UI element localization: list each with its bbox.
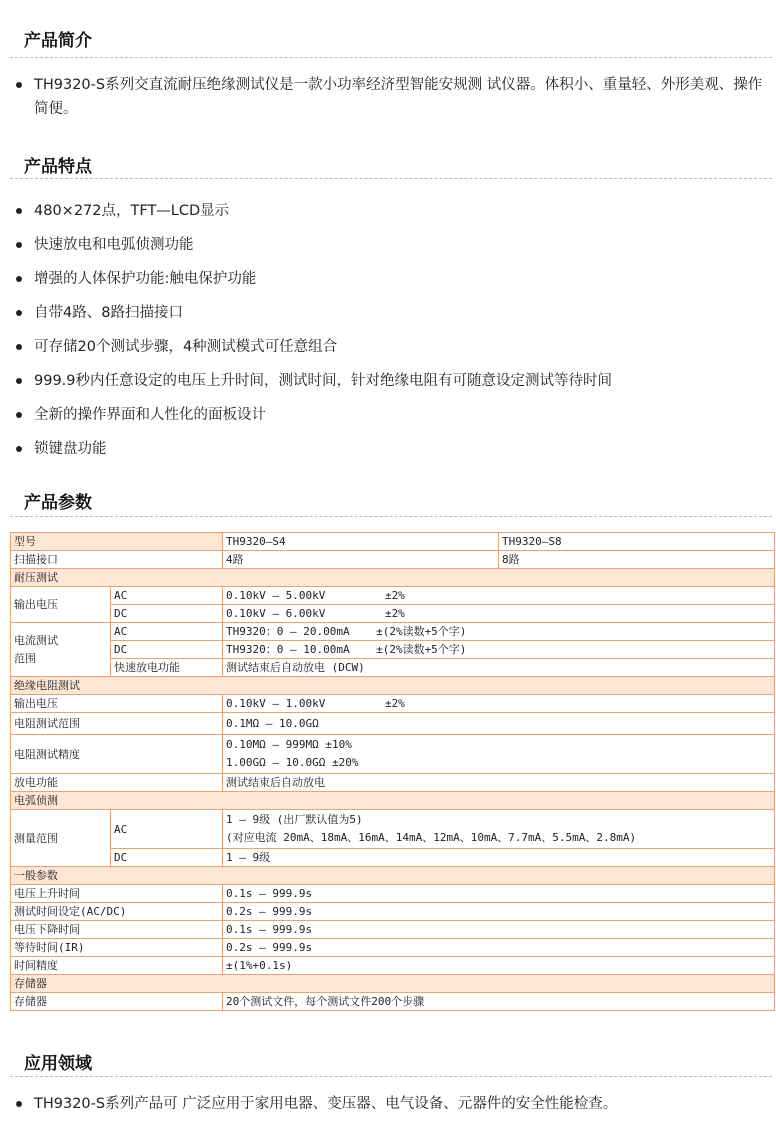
ir-acc-label: 电阻测试精度 — [11, 735, 223, 774]
ac-label: AC — [111, 587, 223, 605]
table-row — [11, 993, 775, 1011]
table-row — [11, 849, 775, 867]
list-item: TH9320-S系列产品可 广泛应用于家用电器、变压器、电气设备、元器件的安全性能检查。 — [0, 1092, 776, 1116]
section-title-intro: 产品简介 — [24, 31, 92, 51]
list-item: 快速放电和电弧侦测功能 — [0, 233, 776, 257]
fast-discharge-value: 测试结束后自动放电 (DCW) — [223, 659, 775, 677]
test-time-label: 测试时间设定(AC/DC) — [11, 903, 223, 921]
storage-value: 20个测试文件，每个测试文件200个步骤 — [223, 993, 775, 1011]
insulation-header: 绝缘电阻测试 — [11, 677, 775, 695]
out-voltage-label: 输出电压 — [11, 587, 111, 623]
ir-acc-line: 0.10MΩ — 999MΩ ±10% — [226, 738, 352, 751]
table-row — [11, 641, 775, 659]
time-acc-label: 时间精度 — [11, 957, 223, 975]
table-row — [11, 957, 775, 975]
section-divider — [10, 178, 772, 179]
ir-out-label: 输出电压 — [11, 695, 223, 713]
table-section-row — [11, 569, 775, 587]
section-divider — [10, 57, 772, 58]
list-item: 自带4路、8路扫描接口 — [0, 301, 776, 325]
table-row — [11, 903, 775, 921]
withstand-header: 耐压测试 — [11, 569, 775, 587]
table-row — [11, 587, 775, 605]
model-s8: TH9320—S8 — [499, 533, 775, 551]
test-time-value: 0.2s — 999.9s — [223, 903, 775, 921]
arc-ac-line: 1 — 9级 (出厂默认值为5) — [226, 813, 363, 826]
arc-dc-value: 1 — 9级 — [223, 849, 775, 867]
list-item: 增强的人体保护功能:触电保护功能 — [0, 267, 776, 291]
section-title-applications: 应用领域 — [24, 1054, 92, 1074]
list-item: 全新的操作界面和人性化的面板设计 — [0, 403, 776, 427]
out-dc-value: 0.10kV — 6.00kV ±2% — [223, 605, 775, 623]
storage-label: 存储器 — [11, 993, 223, 1011]
cur-ac-value: TH9320：0 — 20.00mA ±(2%读数+5个字) — [223, 623, 775, 641]
model-s4: TH9320—S4 — [223, 533, 499, 551]
dc-label: DC — [111, 849, 223, 867]
wait-value: 0.2s — 999.9s — [223, 939, 775, 957]
intro-list — [0, 73, 776, 121]
out-ac-value: 0.10kV — 5.00kV ±2% — [223, 587, 775, 605]
table-row — [11, 605, 775, 623]
general-header: 一般参数 — [11, 867, 775, 885]
applications-list — [0, 1092, 776, 1116]
arc-ac-value — [223, 810, 775, 849]
arc-header: 电弧侦测 — [11, 792, 775, 810]
table-row — [11, 810, 775, 849]
table-row — [11, 533, 775, 551]
table-row — [11, 659, 775, 677]
params-table — [10, 532, 775, 1011]
ac-label: AC — [111, 623, 223, 641]
table-row — [11, 921, 775, 939]
table-row — [11, 885, 775, 903]
storage-header: 存储器 — [11, 975, 775, 993]
ir-range-value: 0.1MΩ — 10.0GΩ — [223, 713, 775, 735]
list-item: 999.9秒内任意设定的电压上升时间，测试时间，针对绝缘电阻有可随意设定测试等待时间 — [0, 369, 776, 393]
fast-discharge-label: 快速放电功能 — [111, 659, 223, 677]
wait-label: 等待时间(IR) — [11, 939, 223, 957]
dc-label: DC — [111, 605, 223, 623]
scan-label: 扫描接口 — [11, 551, 223, 569]
table-row — [11, 735, 775, 774]
scan-s4: 4路 — [223, 551, 499, 569]
list-item: 锁键盘功能 — [0, 437, 776, 461]
ir-acc-value — [223, 735, 775, 774]
section-divider — [10, 516, 772, 517]
current-label-line: 范围 — [14, 651, 36, 665]
fall-label: 电压下降时间 — [11, 921, 223, 939]
fall-value: 0.1s — 999.9s — [223, 921, 775, 939]
features-list — [0, 199, 776, 461]
table-row — [11, 774, 775, 792]
list-item: TH9320-S系列交直流耐压绝缘测试仪是一款小功率经济型智能安规测 试仪器。体积小、重量轻、外形美观、操作简便。 — [0, 73, 776, 121]
rise-label: 电压上升时间 — [11, 885, 223, 903]
current-label-line: 电流测试 — [14, 633, 58, 647]
table-row — [11, 939, 775, 957]
arc-range-label: 测量范围 — [11, 810, 111, 867]
table-row — [11, 713, 775, 735]
model-label: 型号 — [11, 533, 223, 551]
ir-acc-line: 1.00GΩ — 10.0GΩ ±20% — [226, 756, 359, 769]
table-section-row — [11, 792, 775, 810]
list-item: 可存储20个测试步骤，4种测试模式可任意组合 — [0, 335, 776, 359]
list-item: 480×272点，TFT—LCD显示 — [0, 199, 776, 223]
dc-label: DC — [111, 641, 223, 659]
scan-s8: 8路 — [499, 551, 775, 569]
table-row — [11, 695, 775, 713]
table-row — [11, 623, 775, 641]
discharge-label: 放电功能 — [11, 774, 223, 792]
ir-out-value: 0.10kV — 1.00kV ±2% — [223, 695, 775, 713]
rise-value: 0.1s — 999.9s — [223, 885, 775, 903]
discharge-value: 测试结束后自动放电 — [223, 774, 775, 792]
ac-label: AC — [111, 810, 223, 849]
section-title-features: 产品特点 — [24, 157, 92, 177]
arc-ac-line: (对应电流 20mA、18mA、16mA、14mA、12mA、10mA、7.7mA、5.5mA、2.8mA) — [226, 831, 637, 844]
table-row — [11, 551, 775, 569]
current-label — [11, 623, 111, 677]
section-divider — [10, 1076, 772, 1077]
section-title-params: 产品参数 — [24, 493, 92, 513]
table-section-row — [11, 867, 775, 885]
table-section-row — [11, 677, 775, 695]
table-section-row — [11, 975, 775, 993]
time-acc-value: ±(1%+0.1s) — [223, 957, 775, 975]
ir-range-label: 电阻测试范围 — [11, 713, 223, 735]
cur-dc-value: TH9320：0 — 10.00mA ±(2%读数+5个字) — [223, 641, 775, 659]
